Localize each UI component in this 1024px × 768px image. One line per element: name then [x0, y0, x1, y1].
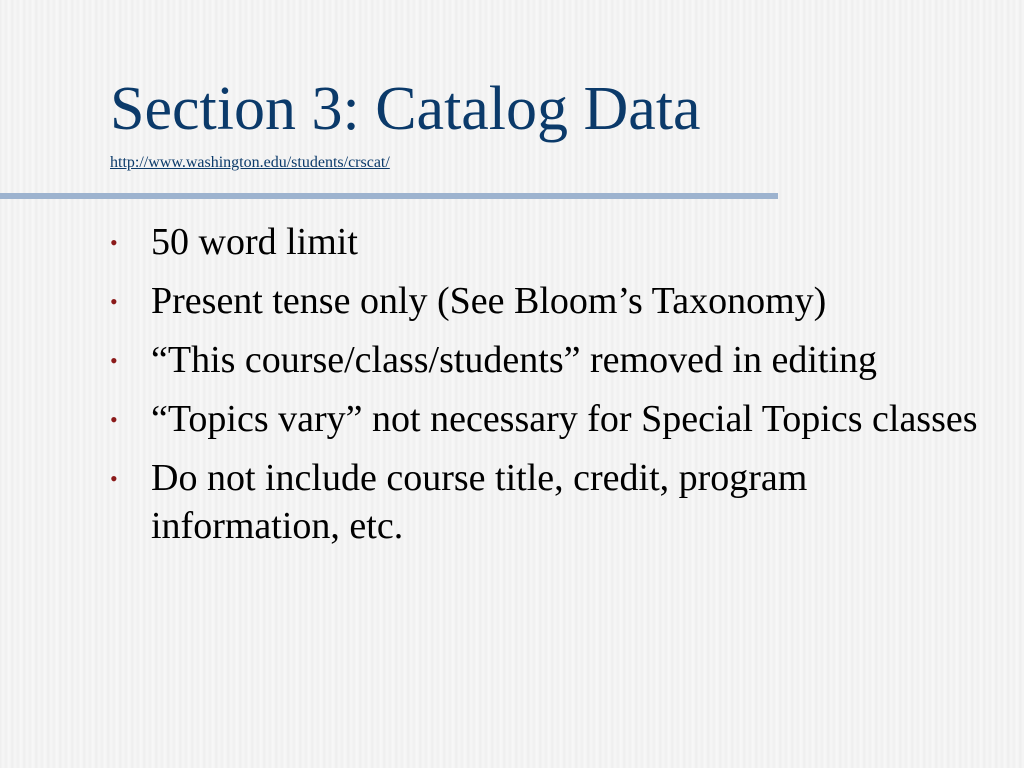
bullet-icon: •	[110, 348, 118, 373]
bullet-list	[110, 218, 990, 561]
bullet-item	[110, 277, 990, 325]
bullet-text: “Topics vary” not necessary for Special Topics classes	[151, 398, 978, 440]
bullet-item	[110, 454, 990, 550]
bullet-icon: •	[110, 289, 118, 314]
bullet-item	[110, 218, 990, 266]
bullet-text: 50 word limit	[151, 221, 358, 263]
slide-title: Section 3: Catalog Data	[110, 75, 701, 143]
bullet-icon: •	[110, 466, 118, 491]
bullet-item	[110, 336, 990, 384]
bullet-icon: •	[110, 407, 118, 432]
catalog-link[interactable]: http://www.washington.edu/students/crscat/	[110, 154, 390, 171]
bullet-text: Do not include course title, credit, program information, etc.	[151, 457, 808, 547]
bullet-item	[110, 395, 990, 443]
bullet-icon: •	[110, 230, 118, 255]
bullet-text: Present tense only (See Bloom’s Taxonomy)	[151, 280, 827, 322]
title-divider	[0, 193, 778, 199]
bullet-text: “This course/class/students” removed in editing	[151, 339, 878, 381]
